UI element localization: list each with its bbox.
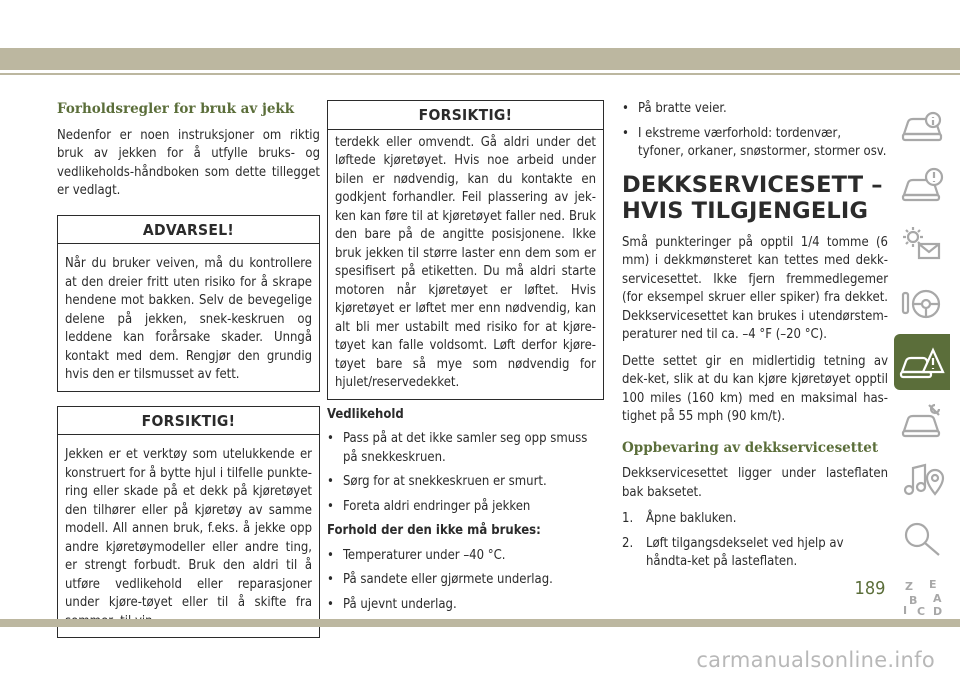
caution-title-continued: FORSIKTIG! xyxy=(328,101,603,130)
list-item: • På bratte veier. xyxy=(622,100,888,119)
steps-list xyxy=(622,510,888,572)
column-left xyxy=(57,100,320,650)
tab-sun-envelope[interactable] xyxy=(894,216,950,272)
list-item: • Temperaturer under –40 °C. xyxy=(327,547,604,566)
tab-alphabet-index[interactable] xyxy=(894,570,950,626)
section-title: DEKKSERVICESETT – HVIS TILGJENGELIG xyxy=(622,171,883,224)
list-item: • I ekstreme værforhold: tordenvær, tyfoner, orkaner, snøstormer, stormer osv. xyxy=(622,125,888,162)
maintenance-heading: Vedlikehold xyxy=(327,406,404,422)
car-info-icon xyxy=(899,106,945,146)
caution-text-continued: terdekk eller omvendt. Gå aldri under det løftede kjøretøyet. Hvis noe arbeid under bilen er nødvendig, kan du kontakte en godkjent forhandler. Feil plassering av jek-ken kan føre til at kjøretøyet faller ned. Bruk den bare på de angitte posisjonene. Ikke bruk jekken til større laster enn dem som er spesifisert på etiketten. Du må aldri starte motoren når kjøretøyet er løftet. Hvis kjøretøyet er løftet mer enn nødvendig, kan alt bli mer ustabilt med risiko for at kjøre-tøyet kan falle voldsomt. Løft derfor kjøre-tøyet bare så mye som nødvendig for hjulet/reservedekket. xyxy=(335,134,596,390)
tab-car-warning[interactable] xyxy=(894,157,950,213)
list-item: • Pass på at det ikke samler seg opp smuss på snekkeskruen. xyxy=(327,430,604,467)
maintenance-list xyxy=(327,430,604,516)
caution-text: Jekken er et verktøy som utelukkende er konstruert for å bytte hjul i tilfelle punkte-ring eller skade på et dekk på kjøretøyet den tilhører eller på kjøretøy av samme modell. All annen bruk, f.eks. å jekke opp andre kjøretøymodeller eller andre ting, er strengt forbudt. Bruk den aldri til å utføre vedlikehold eller reparasjoner under kjøre-tøyet eller til å skifte fra xyxy=(65,447,312,610)
music-location-icon xyxy=(899,460,945,500)
car-warning-icon xyxy=(899,165,945,205)
warning-box xyxy=(57,215,320,392)
alphabet-index-icon xyxy=(899,578,945,618)
list-item: • Foreta aldri endringer på jekken xyxy=(327,498,604,517)
tab-car-wrench[interactable] xyxy=(894,393,950,449)
caution-box-continued xyxy=(327,100,604,400)
column-middle xyxy=(327,100,604,620)
svg-text:C: C xyxy=(917,605,926,618)
svg-text:D: D xyxy=(933,605,943,618)
steering-wheel-icon xyxy=(899,283,945,323)
chapter-tabs xyxy=(894,98,950,629)
paragraph: Dette settet gir en midlertidig tetning av dek-ket, slik at du kan kjøre kjøretøyet opptil 100 miles (160 km) med en maksimal has-tighet på 55 mph (90 km/t). xyxy=(622,353,888,424)
tab-magnifier[interactable] xyxy=(894,511,950,567)
tab-roadside-emergency[interactable] xyxy=(894,334,950,390)
svg-text:A: A xyxy=(933,592,942,605)
watermark: carmanualsonline.info xyxy=(696,648,935,672)
sun-envelope-icon xyxy=(899,224,945,264)
top-rule xyxy=(0,73,960,75)
conditions-list xyxy=(327,547,604,615)
svg-text:B: B xyxy=(909,594,918,607)
caution-box xyxy=(57,406,320,639)
column-right xyxy=(622,100,888,578)
magnifier-icon xyxy=(899,519,945,559)
section-heading: Forholdsregler for bruk av jekk xyxy=(57,101,295,117)
tab-steering[interactable] xyxy=(894,275,950,331)
svg-text:E: E xyxy=(929,578,937,591)
top-band xyxy=(0,48,960,70)
list-item: • På sandete eller gjørmete underlag. xyxy=(327,571,604,590)
warning-text: Når du bruker veiven, må du kontrollere at den dreier fritt uten risiko for å skrape hendene mot bakken. Selv de bevegelige delene på jekken, snek-keskruen og leddene kan forårsake skader. Unngå kontakt med dem. Rengjør den grundig hvis den er tilsmusset av fett. xyxy=(65,256,312,382)
list-item: • Sørg for at snekkeskruen er smurt. xyxy=(327,473,604,492)
tab-car-info[interactable] xyxy=(894,98,950,154)
car-wrench-icon xyxy=(899,401,945,441)
conditions-heading: Forhold der den ikke må brukes: xyxy=(327,523,541,538)
bottom-band xyxy=(0,619,960,627)
page-number: 189 xyxy=(854,578,886,599)
svg-text:I: I xyxy=(903,604,908,617)
step-item: 1. Åpne bakluken. xyxy=(622,511,737,526)
step-item: 2. Løft tilgangsdekselet ved hjelp av håndta-ket på lasteflaten. xyxy=(622,535,844,569)
svg-text:Z: Z xyxy=(905,580,913,593)
conditions-list-continued xyxy=(622,100,888,162)
tab-music-location[interactable] xyxy=(894,452,950,508)
caution-title: FORSIKTIG! xyxy=(58,407,319,436)
intro-paragraph: Nedenfor er noen instruksjoner om riktig bruk av jekken for å utfylle bruks- og vedlikeholds-håndboken som dette tillegget er vedlagt. xyxy=(57,127,320,198)
list-item: • På ujevnt underlag. xyxy=(327,596,604,615)
storage-paragraph: Dekkservicesettet ligger under lasteflaten bak baksetet. xyxy=(622,466,888,500)
roadside-emergency-icon xyxy=(899,342,945,382)
paragraph: Små punkteringer på opptil 1/4 tomme (6 mm) i dekkmønsteret kan tettes med dekk-servicesettet. Ikke fjern fremmedlegemer (for eksempel skruer eller spiker) fra dekket. Dekkservicesettet kan brukes i utendørstem-peraturer ned til ca. –4 °F (–20 °C). xyxy=(622,234,888,342)
storage-heading: Oppbevaring av dekkservicesettet xyxy=(622,439,879,456)
warning-title: ADVARSEL! xyxy=(58,216,319,245)
